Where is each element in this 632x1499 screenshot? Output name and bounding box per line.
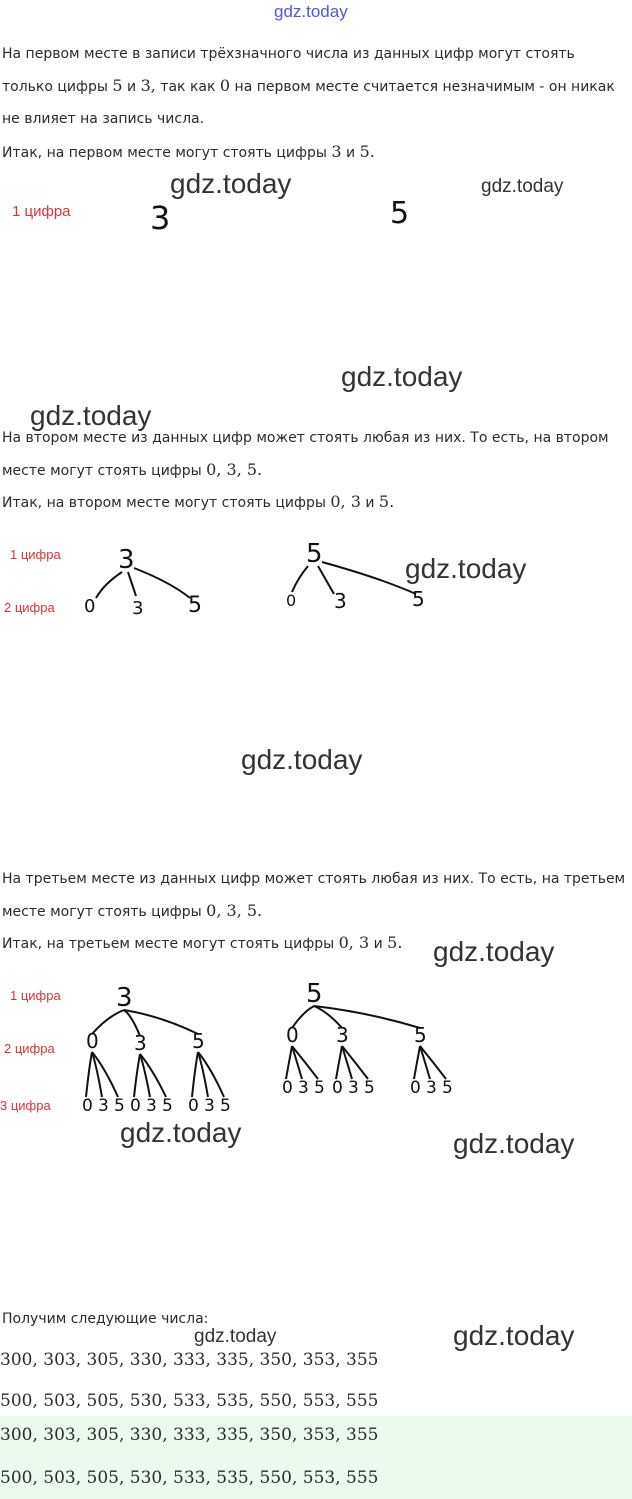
numbers-row-500: 500, 503, 505, 530, 533, 535, 550, 553, 555 bbox=[0, 1391, 379, 1411]
tree-root-3: 3 bbox=[118, 545, 135, 575]
section3-text: На третьем месте из данных цифр может стоять любая из них. То есть, на третьем месте могут стоять цифры bbox=[2, 871, 626, 920]
conclusion-text: Итак, на втором месте могут стоять цифры bbox=[2, 495, 326, 511]
branch bbox=[128, 572, 136, 596]
tree-leaf-5: 5 bbox=[412, 587, 425, 611]
branch bbox=[140, 1054, 166, 1097]
tree-leaf-5: 5 bbox=[220, 1096, 231, 1116]
branch bbox=[96, 572, 122, 598]
tree-digit-3: 3 bbox=[150, 199, 171, 237]
tree-leaf-3: 3 bbox=[98, 1096, 109, 1116]
branch bbox=[292, 566, 308, 592]
conj-and: и bbox=[346, 145, 356, 161]
conclusion-text: Итак, на первом месте могут стоять цифры bbox=[2, 145, 327, 161]
answer-row-300: 300, 303, 305, 330, 333, 335, 350, 353, 355 bbox=[0, 1425, 379, 1445]
tree-leaf-3: 3 bbox=[426, 1078, 437, 1098]
answer-row-500: 500, 503, 505, 530, 533, 535, 550, 553, 555 bbox=[0, 1468, 379, 1488]
conclusion-text: Итак, на третьем месте могут стоять цифры bbox=[2, 936, 335, 952]
conj-and: и bbox=[127, 79, 137, 95]
watermark: gdz.today bbox=[120, 1117, 242, 1148]
digits-list: 0, 3 bbox=[338, 933, 370, 952]
section2-text: На втором месте из данных цифр может стоять любая из них. То есть, на втором месте могут стоять цифры bbox=[2, 430, 609, 479]
numbers-row-300: 300, 303, 305, 330, 333, 335, 350, 353, 355 bbox=[0, 1350, 379, 1370]
section1-text: На первом месте в записи трёхзначного числа из данных цифр могут стоять только цифры bbox=[2, 46, 575, 95]
branch bbox=[414, 1046, 420, 1079]
answer-highlight bbox=[0, 1416, 632, 1499]
label-third-digit: 3 цифра bbox=[0, 1098, 51, 1113]
tree-leaf-3: 3 bbox=[204, 1096, 215, 1116]
tree-node-5: 5 bbox=[414, 1023, 427, 1047]
branch bbox=[134, 1054, 140, 1097]
watermark: gdz.today bbox=[170, 168, 292, 199]
tree-leaf-0: 0 bbox=[286, 591, 297, 610]
branch bbox=[134, 568, 190, 598]
watermark: gdz.today bbox=[194, 1326, 277, 1347]
section1-text-end: на первом месте считается незначимым - он никак не влияет на запись числа. bbox=[2, 79, 615, 127]
branch bbox=[318, 566, 334, 594]
tree-level2-figure bbox=[0, 538, 632, 618]
section3-paragraph bbox=[2, 863, 630, 928]
tree-leaf-3: 3 bbox=[298, 1078, 309, 1098]
digit-3: 3, bbox=[140, 76, 156, 95]
watermark: gdz.today bbox=[341, 361, 463, 392]
tree-root-5: 5 bbox=[306, 979, 323, 1009]
conj-and: и bbox=[365, 495, 375, 511]
label-first-digit: 1 цифра bbox=[10, 988, 61, 1003]
tree-leaf-3: 3 bbox=[334, 589, 347, 613]
conj-and: и bbox=[373, 936, 383, 952]
tree-leaf-0: 0 bbox=[82, 1096, 93, 1116]
tree-leaf-0: 0 bbox=[188, 1096, 199, 1116]
branch bbox=[342, 1046, 368, 1079]
tree-leaf-0: 0 bbox=[84, 596, 96, 617]
tree-root-5: 5 bbox=[306, 539, 323, 569]
tree-leaf-0: 0 bbox=[130, 1096, 141, 1116]
label-first-digit: 1 цифра bbox=[12, 203, 71, 220]
watermark: gdz.today bbox=[433, 936, 555, 967]
digit-3: 3 bbox=[331, 142, 342, 161]
tree-leaf-5: 5 bbox=[314, 1078, 325, 1098]
branch bbox=[420, 1046, 446, 1079]
watermark: gdz.today bbox=[30, 400, 152, 431]
tree-node-3: 3 bbox=[336, 1023, 349, 1047]
watermark: gdz.today bbox=[453, 1128, 575, 1159]
label-first-digit: 1 цифра bbox=[10, 547, 61, 562]
digits-list: 0, 3 bbox=[330, 492, 361, 511]
watermark: gdz.today bbox=[405, 553, 527, 584]
tree-leaf-5: 5 bbox=[364, 1078, 375, 1098]
tree-leaf-5: 5 bbox=[188, 593, 202, 618]
tree-node-0: 0 bbox=[286, 1023, 299, 1047]
digit-5: 5. bbox=[378, 492, 395, 511]
watermark: gdz.today bbox=[453, 1320, 575, 1351]
tree-leaf-0: 0 bbox=[282, 1078, 293, 1098]
watermark: gdz.today bbox=[241, 744, 363, 775]
branch bbox=[292, 1046, 318, 1079]
section2-conclusion bbox=[2, 486, 630, 519]
branch bbox=[192, 1052, 198, 1097]
result-intro: Получим следующие числа: bbox=[2, 1311, 209, 1327]
tree-node-0: 0 bbox=[86, 1029, 99, 1053]
tree-node-3: 3 bbox=[134, 1031, 147, 1055]
digit-5: 5. bbox=[359, 142, 375, 161]
digit-5: 5. bbox=[387, 933, 403, 952]
digits-list: 0, 3, 5. bbox=[206, 460, 263, 479]
section2-paragraph bbox=[2, 422, 630, 487]
watermark-top: gdz.today bbox=[274, 2, 348, 21]
tree-leaf-0: 0 bbox=[332, 1078, 343, 1098]
tree-leaf-0: 0 bbox=[410, 1078, 421, 1098]
branch bbox=[92, 1052, 118, 1097]
branch bbox=[336, 1046, 342, 1079]
tree-leaf-5: 5 bbox=[162, 1096, 173, 1116]
branch bbox=[198, 1052, 224, 1097]
tree-leaf-5: 5 bbox=[114, 1096, 125, 1116]
digit-5: 5 bbox=[112, 76, 123, 95]
label-second-digit: 2 цифра bbox=[4, 1041, 55, 1056]
branch bbox=[286, 1046, 292, 1079]
section1-paragraph bbox=[2, 38, 630, 135]
conj-because: так как bbox=[160, 79, 216, 95]
tree-root-3: 3 bbox=[116, 983, 133, 1013]
branch bbox=[86, 1052, 92, 1097]
section1-conclusion bbox=[2, 136, 630, 169]
tree-leaf-3: 3 bbox=[348, 1078, 359, 1098]
tree-level3-figure bbox=[0, 980, 632, 1120]
digit-0: 0 bbox=[219, 76, 231, 95]
watermark: gdz.today bbox=[481, 176, 564, 197]
tree-digit-5: 5 bbox=[390, 196, 410, 231]
label-second-digit: 2 цифра bbox=[4, 600, 55, 615]
tree-leaf-3: 3 bbox=[132, 598, 144, 619]
tree-leaf-5: 5 bbox=[442, 1078, 453, 1098]
tree-node-5: 5 bbox=[192, 1029, 205, 1053]
digits-list: 0, 3, 5. bbox=[206, 901, 263, 920]
tree-leaf-3: 3 bbox=[146, 1096, 157, 1116]
